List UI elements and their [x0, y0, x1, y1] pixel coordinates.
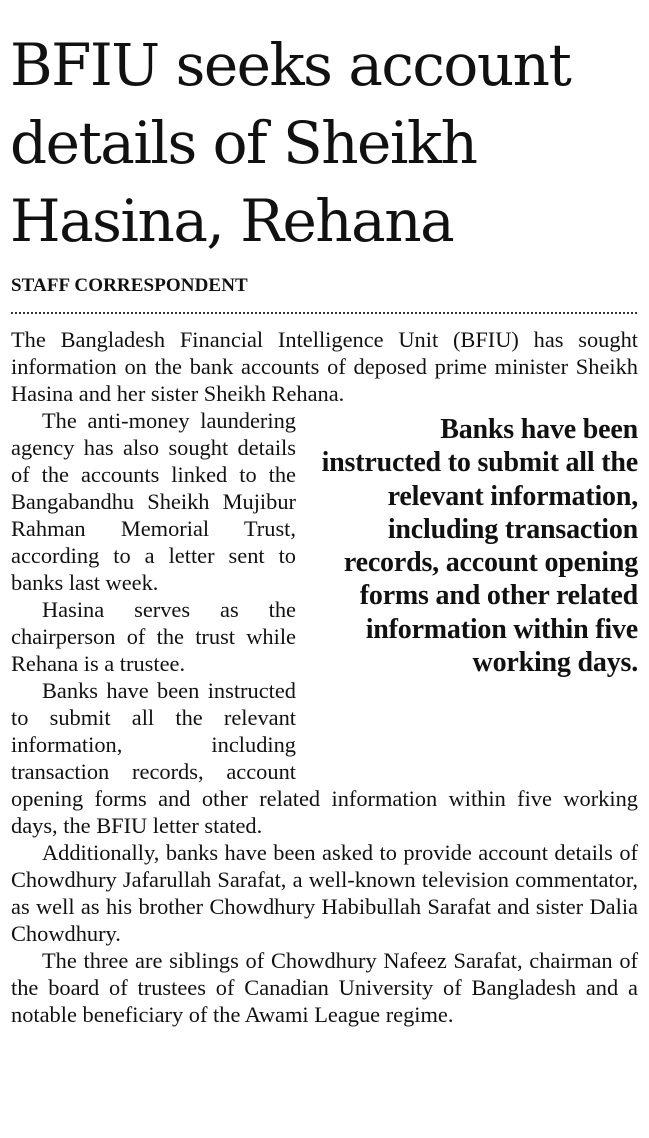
body-paragraph: Banks have been instructed to submit all the relevant information, including transaction records, account opening forms and other related information within five working days, the BFIU letter stated. [11, 678, 638, 838]
body-paragraph: Hasina serves as the chairperson of the trust while Rehana is a trustee. [11, 597, 296, 676]
byline: STAFF CORRESPONDENT [11, 275, 248, 296]
body-paragraph: The Bangladesh Financial Intelligence Unit (BFIU) has sought information on the bank accounts of deposed prime minister Sheikh Hasina and her sister Sheikh Rehana. [11, 327, 638, 406]
body-paragraph: Additionally, banks have been asked to provide account details of Chowdhury Jafarullah Sarafat, a well-known television commentator, as well as his brother Chowdhury Habibullah Sarafat and sister Dalia Chowdhury. [11, 840, 638, 946]
pull-quote: Banks have been instructed to submit all the relevant information, including transaction records, account opening forms and other related information within five working days. [321, 414, 638, 679]
article-body [11, 326, 638, 1028]
body-paragraph: The three are siblings of Chowdhury Nafeez Sarafat, chairman of the board of trustees of Canadian University of Bangladesh and a notable beneficiary of the Awami League regime. [11, 948, 638, 1027]
body-paragraph: The anti-money laundering agency has also sought details of the accounts linked to the Bangabandhu Sheikh Mujibur Rahman Memorial Trust, according to a letter sent to banks last week. [11, 408, 296, 595]
headline: BFIU seeks account details of Sheikh Hasina, Rehana [10, 31, 571, 255]
dotted-divider [11, 312, 637, 314]
